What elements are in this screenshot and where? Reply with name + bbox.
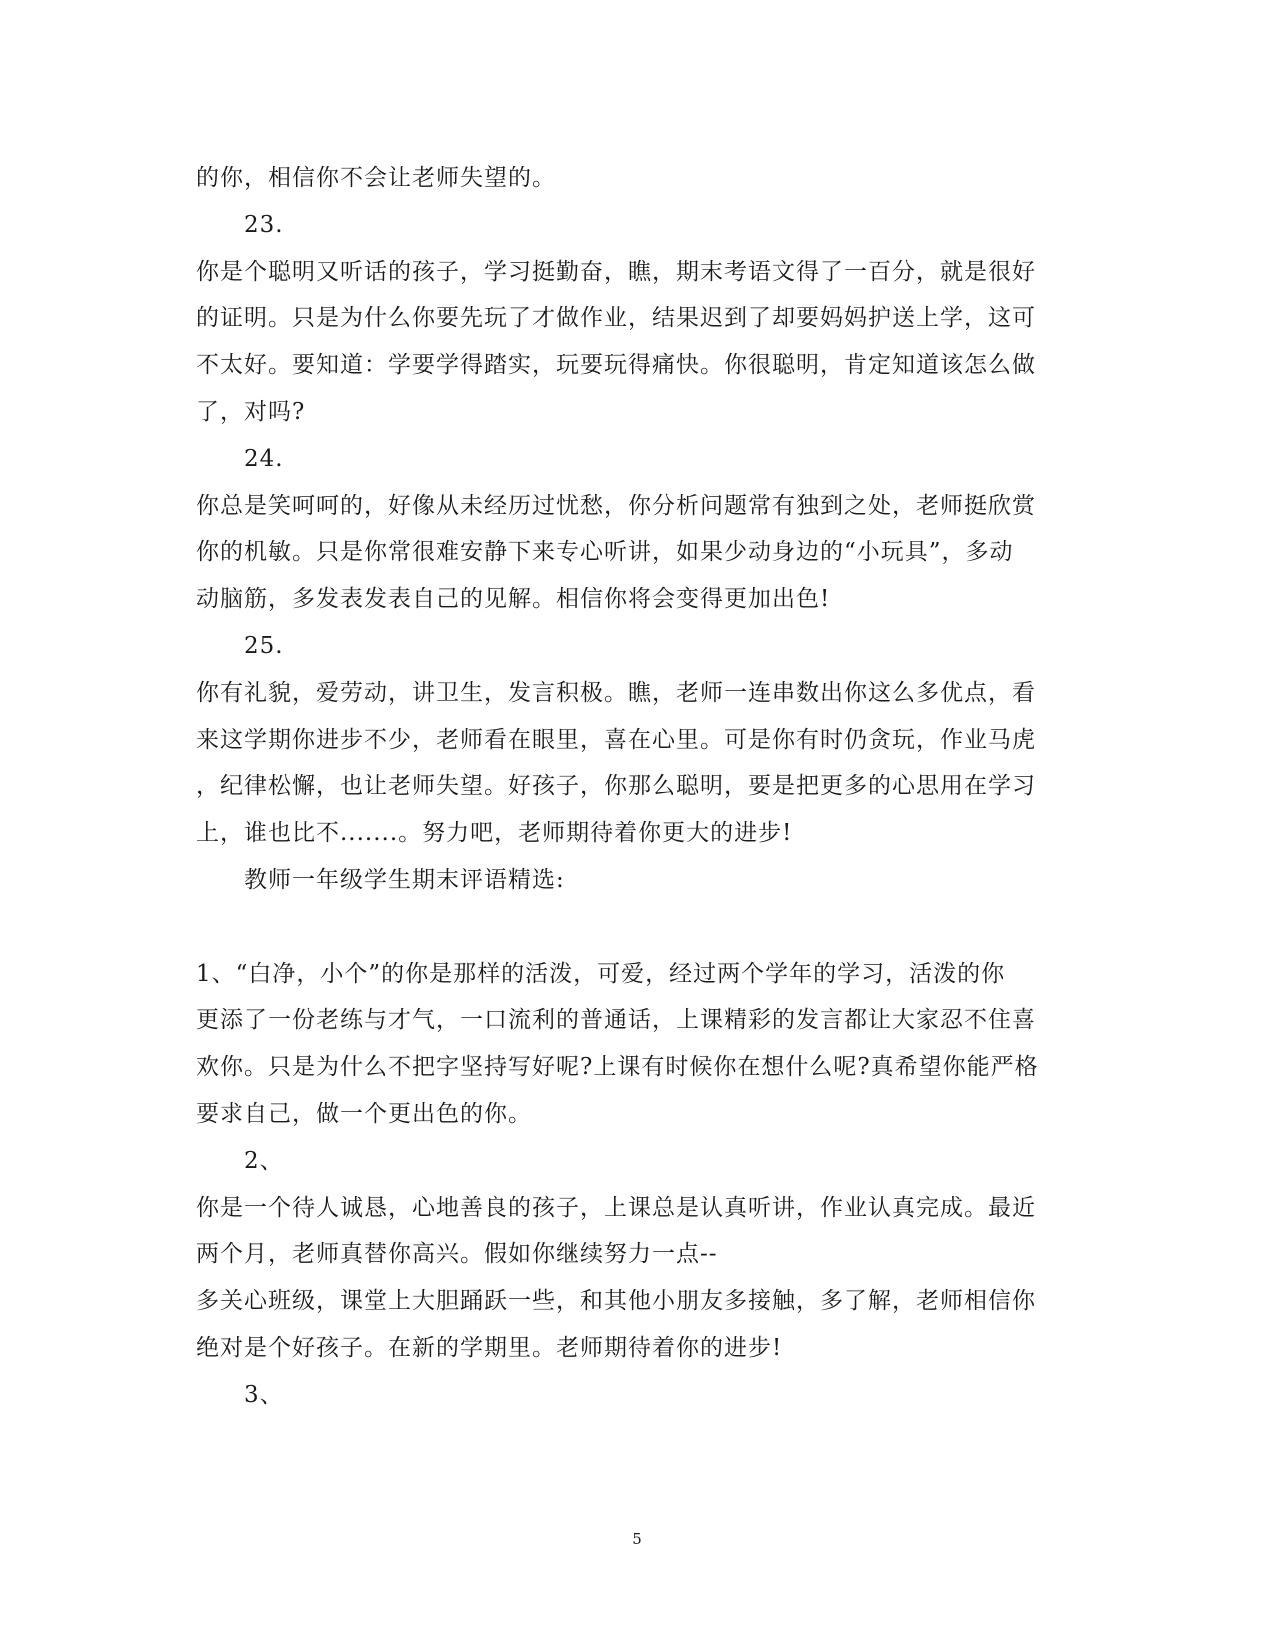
text-line: 你是一个待人诚恳，心地善良的孩子，上课总是认真听讲，作业认真完成。最近 xyxy=(196,1194,1036,1221)
text-line: 你有礼貌，爱劳动，讲卫生，发言积极。瞧，老师一连串数出你这么多优点，看 xyxy=(196,679,1036,706)
text-line: ，纪律松懈，也让老师失望。好孩子，你那么聪明，要是把更多的心思用在学习 xyxy=(196,773,1036,800)
text-line: 欢你。只是为什么不把字坚持写好呢?上课有时候你在想什么呢?真希望你能严格 xyxy=(196,1054,1039,1081)
item-number: 24. xyxy=(244,445,284,472)
text-line: 你总是笑呵呵的，好像从未经历过忧愁，你分析问题常有独到之处，老师挺欣赏 xyxy=(196,492,1036,519)
text-line: 更添了一份老练与才气，一口流利的普通话，上课精彩的发言都让大家忍不住喜 xyxy=(196,1007,1036,1034)
text-line: 了，对吗? xyxy=(196,398,306,425)
text-line: 不太好。要知道：学要学得踏实，玩要玩得痛快。你很聪明，肯定知道该怎么做 xyxy=(196,352,1036,379)
text-line: 你的机敏。只是你常很难安静下来专心听讲，如果少动身边的“小玩具”，多动 xyxy=(196,539,1014,566)
text-line: 要求自己，做一个更出色的你。 xyxy=(196,1100,532,1127)
text-line: 1、“白净，小个”的你是那样的活泼，可爱，经过两个学年的学习，活泼的你 xyxy=(196,960,1006,987)
text-line: 两个月，老师真替你高兴。假如你继续努力一点-- xyxy=(196,1241,718,1268)
text-line: 的证明。只是为什么你要先玩了才做作业，结果迟到了却要妈妈护送上学，这可 xyxy=(196,305,1036,332)
section-heading: 教师一年级学生期末评语精选: xyxy=(244,866,565,893)
text-line: 动脑筋，多发表发表自己的见解。相信你将会变得更加出色! xyxy=(196,586,831,613)
text-line: 的你，相信你不会让老师失望的。 xyxy=(196,165,556,191)
text-line: 来这学期你进步不少，老师看在眼里，喜在心里。可是你有时仍贪玩，作业马虎 xyxy=(196,726,1036,753)
item-number: 25. xyxy=(244,632,284,659)
item-number: 3、 xyxy=(244,1381,284,1408)
item-number: 23. xyxy=(244,211,284,238)
blank-line xyxy=(196,904,1076,951)
text-line: 你是个聪明又听话的孩子，学习挺勤奋，瞧，期末考语文得了一百分，就是很好 xyxy=(196,258,1036,285)
text-line: 多关心班级，课堂上大胆踊跃一些，和其他小朋友多接触，多了解，老师相信你 xyxy=(196,1288,1036,1315)
item-number: 2、 xyxy=(244,1147,284,1174)
page-number: 5 xyxy=(632,1530,642,1548)
text-line: 上，谁也比不.......。努力吧，老师期待着你更大的进步! xyxy=(196,820,793,847)
document-body xyxy=(196,155,1076,1419)
text-line: 绝对是个好孩子。在新的学期里。老师期待着你的进步! xyxy=(196,1334,783,1361)
